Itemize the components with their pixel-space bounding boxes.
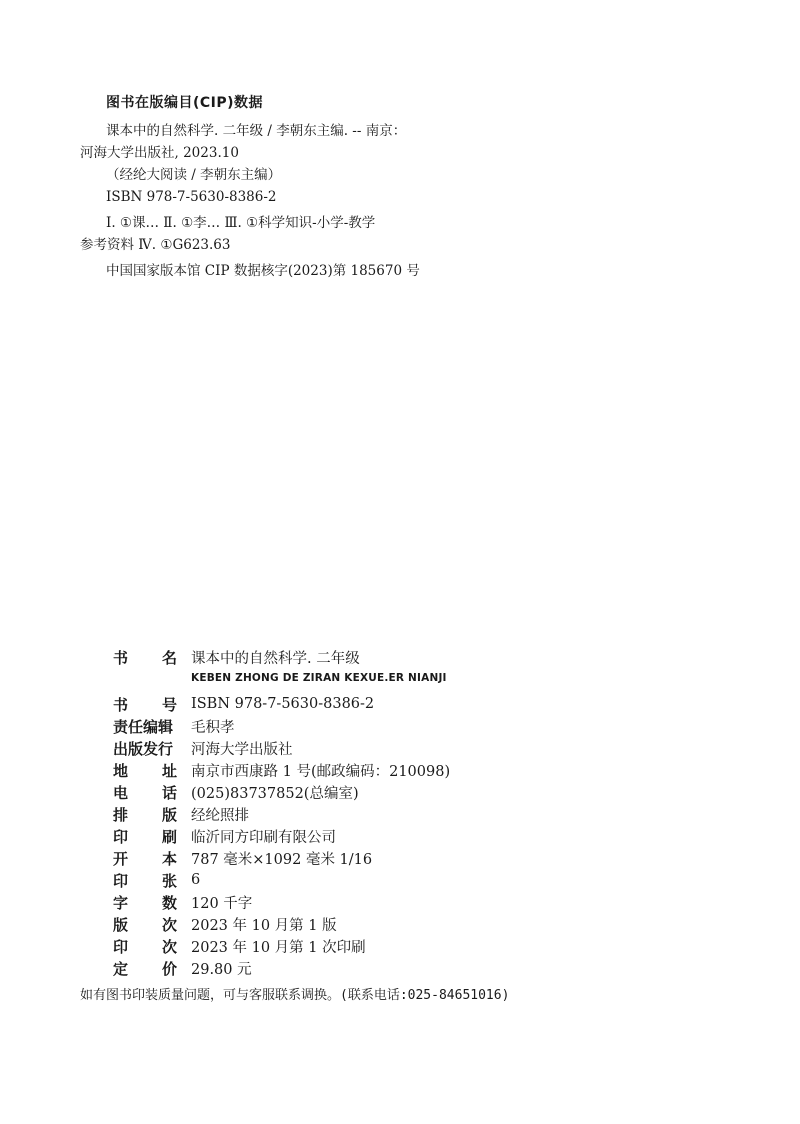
info-row-format [113,847,372,869]
info-value: 临沂同方印刷有限公司 [191,829,336,846]
cip-line-cip-number: 中国国家版本馆 CIP 数据核字(2023)第 185670 号 [106,263,420,279]
info-value: 毛积孝 [191,719,235,736]
info-value: 河海大学出版社 [191,741,293,758]
info-label: 印 张 [113,871,177,890]
cip-line-classification-cont: 参考资料 Ⅳ. ①G623.63 [80,237,231,253]
info-value: 29.80 元 [191,961,252,978]
info-row-phone [113,781,359,803]
info-row-word-count [113,891,252,913]
info-label: 印 次 [113,937,177,956]
info-value: 6 [191,872,201,888]
info-value: 2023 年 10 月第 1 次印刷 [191,939,366,956]
info-row-editor [113,715,235,737]
info-label: 电 话 [113,783,177,802]
cip-title: 图书在版编目(CIP)数据 [106,95,264,111]
info-row-publisher [113,737,293,759]
info-value: 课本中的自然科学. 二年级 [191,650,360,667]
info-label: 书 号 [113,695,177,714]
info-label: 书 名 [113,648,177,667]
info-row-printer [113,825,336,847]
info-label: 字 数 [113,893,177,912]
info-label: 地 址 [113,761,177,780]
title-pinyin: KEBEN ZHONG DE ZIRAN KEXUE.ER NIANJI [191,672,447,684]
info-value: 经纶照排 [191,807,249,824]
info-value: ISBN 978-7-5630-8386-2 [191,696,375,712]
quality-notice: 如有图书印装质量问题，可与客服联系调换。(联系电话:025-84651016) [80,988,510,1003]
cip-line-book-entry: 课本中的自然科学. 二年级 / 李朝东主编. -- 南京： [106,123,407,139]
cip-line-classification: Ⅰ. ①课… Ⅱ. ①李… Ⅲ. ①科学知识-小学-教学 [106,215,376,231]
info-row-isbn [113,693,374,715]
cip-line-publisher: 河海大学出版社, 2023.10 [80,145,239,161]
info-label: 责任编辑 [113,717,174,736]
info-row-address [113,759,450,781]
info-label: 版 次 [113,915,177,934]
info-row-title [113,646,360,668]
info-value: 南京市西康路 1 号(邮政编码：210098) [191,763,451,780]
info-value: 120 千字 [191,895,253,912]
info-row-price [113,957,252,979]
info-label: 定 价 [113,959,177,978]
info-label: 排 版 [113,805,177,824]
info-row-sheets [113,869,200,891]
info-row-printing [113,935,366,957]
info-value: (025)83737852(总编室) [191,785,359,802]
info-label: 开 本 [113,849,177,868]
info-row-typesetting [113,803,249,825]
cip-line-series: （经纶大阅读 / 李朝东主编） [106,167,282,183]
info-label: 印 刷 [113,827,177,846]
info-value: 787 毫米×1092 毫米 1/16 [191,851,373,868]
cip-line-isbn: ISBN 978-7-5630-8386-2 [106,189,277,205]
info-label: 出版发行 [113,739,174,758]
info-row-edition [113,913,337,935]
info-value: 2023 年 10 月第 1 版 [191,917,337,934]
